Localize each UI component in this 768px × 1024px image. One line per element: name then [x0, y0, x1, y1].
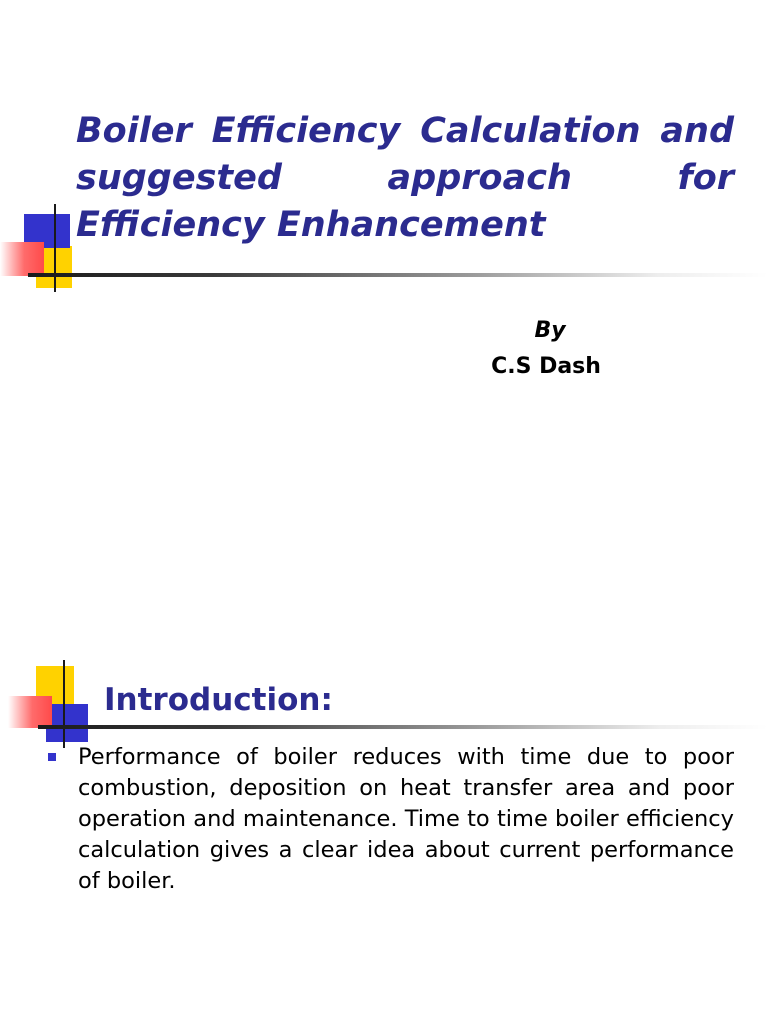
bullet-text: Performance of boiler reduces with time due to poor combustion, deposition on heat transfer area and poor operation and maintenance. Time to time boiler efficiency calculation gives a clear idea about current performance of boiler. — [78, 744, 734, 894]
red-square — [8, 696, 52, 728]
introduction-slide — [0, 640, 768, 1024]
decoration-vertical-line — [54, 204, 56, 292]
title-underline-rule — [28, 273, 768, 277]
colored-squares-decoration — [8, 658, 108, 753]
bullet-list — [48, 742, 734, 897]
section-heading: Introduction: — [104, 682, 333, 718]
list-item — [48, 742, 734, 897]
by-label: By — [534, 318, 566, 343]
blue-square — [46, 704, 88, 742]
slide-title: Boiler Efficiency Calculation and suggested approach for Efficiency Enhancement — [76, 111, 734, 245]
heading-underline-rule — [38, 725, 768, 729]
red-square — [0, 242, 44, 276]
author-name: C.S Dash — [491, 354, 601, 379]
square-bullet-icon — [48, 753, 56, 761]
decoration-vertical-line — [63, 660, 65, 748]
